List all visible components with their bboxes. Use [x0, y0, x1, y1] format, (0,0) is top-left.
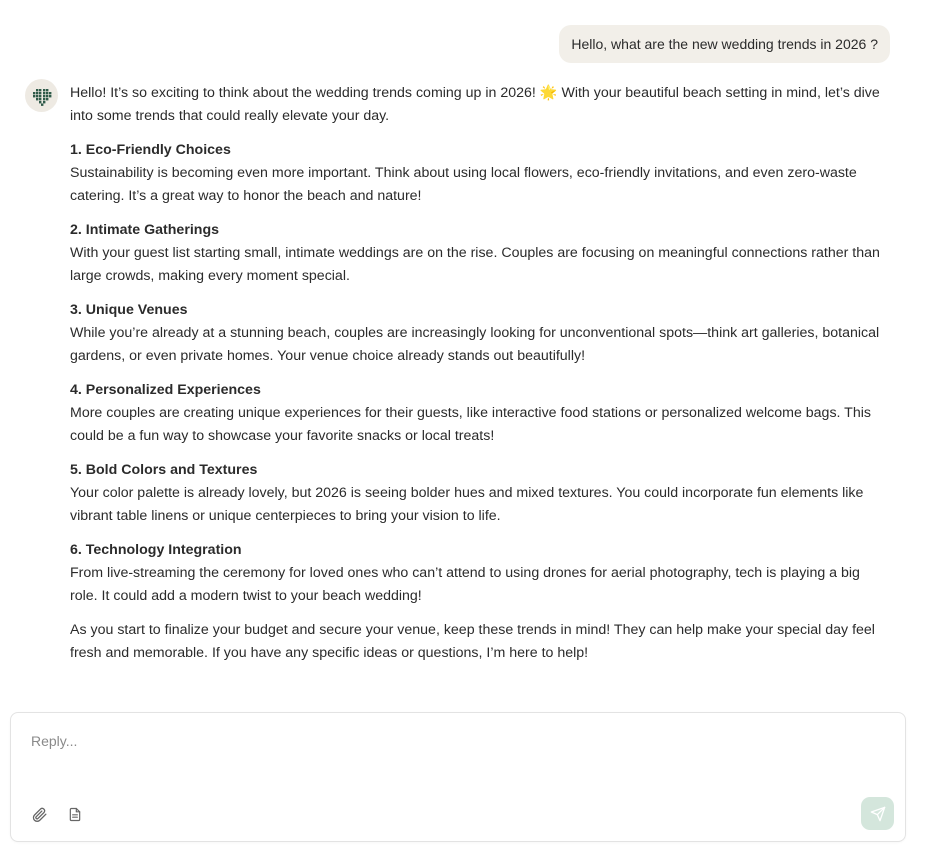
- trend-title: 2. Intimate Gatherings: [70, 222, 220, 238]
- trend-title: 3. Unique Venues: [70, 302, 188, 318]
- document-icon: [67, 806, 83, 823]
- trend-section: [70, 299, 890, 368]
- attach-button[interactable]: [28, 803, 50, 825]
- reply-input[interactable]: [31, 733, 851, 749]
- user-message-row: [559, 25, 890, 63]
- trend-body: More couples are creating unique experiences for their guests, like interactive food stations or personalized welcome bags. This could be a fun way to showcase your favorite snacks or local treats!: [70, 405, 871, 444]
- trend-section: [70, 459, 890, 528]
- trend-body: Your color palette is already lovely, but 2026 is seeing bolder hues and mixed textures. You could incorporate fun elements like vibrant table linens or unique centerpieces to bring your vision to life.: [70, 485, 864, 524]
- intro-text-end: With your beautiful beach setting in mind, let’s dive into some trends that could really elevate your day.: [70, 85, 880, 124]
- user-message-bubble: Hello, what are the new wedding trends in 2026 ?: [559, 25, 890, 63]
- reply-composer: [10, 712, 906, 842]
- document-button[interactable]: [64, 803, 86, 825]
- assistant-reply: [70, 82, 890, 665]
- sparkle-emoji: 🌟: [539, 85, 558, 101]
- send-icon: [870, 806, 886, 822]
- trend-title: 6. Technology Integration: [70, 542, 242, 558]
- paperclip-icon: [31, 806, 48, 823]
- trend-section: [70, 139, 890, 208]
- trend-body: With your guest list starting small, intimate weddings are on the rise. Couples are focusing on meaningful connections rather than large crowds, making every moment special.: [70, 245, 880, 284]
- trend-section: [70, 379, 890, 448]
- trend-body: From live-streaming the ceremony for loved ones who can’t attend to using drones for aerial photography, tech is playing a big role. It could add a modern twist to your beach wedding!: [70, 565, 860, 604]
- trend-body: Sustainability is becoming even more important. Think about using local flowers, eco-friendly invitations, and even zero-waste catering. It’s a great way to honor the beach and nature!: [70, 165, 857, 204]
- intro-text-start: Hello! It’s so exciting to think about the wedding trends coming up in 2026!: [70, 85, 536, 101]
- trend-title: 1. Eco-Friendly Choices: [70, 142, 231, 158]
- trend-body: While you’re already at a stunning beach, couples are increasingly looking for unconventional spots—think art galleries, botanical gardens, or even private homes. Your venue choice already stands out beautifully!: [70, 325, 880, 364]
- trend-section: [70, 539, 890, 608]
- assistant-avatar: [25, 79, 58, 112]
- trend-title: 4. Personalized Experiences: [70, 382, 261, 398]
- reply-intro: [70, 82, 890, 128]
- trend-title: 5. Bold Colors and Textures: [70, 462, 258, 478]
- reply-closing: As you start to finalize your budget and secure your venue, keep these trends in mind! They can help make your special day feel fresh and memorable. If you have any specific ideas or questions, I’m here to help!: [70, 622, 875, 661]
- send-button[interactable]: [861, 797, 894, 830]
- heart-pixel-icon: [32, 86, 52, 106]
- trend-section: [70, 219, 890, 288]
